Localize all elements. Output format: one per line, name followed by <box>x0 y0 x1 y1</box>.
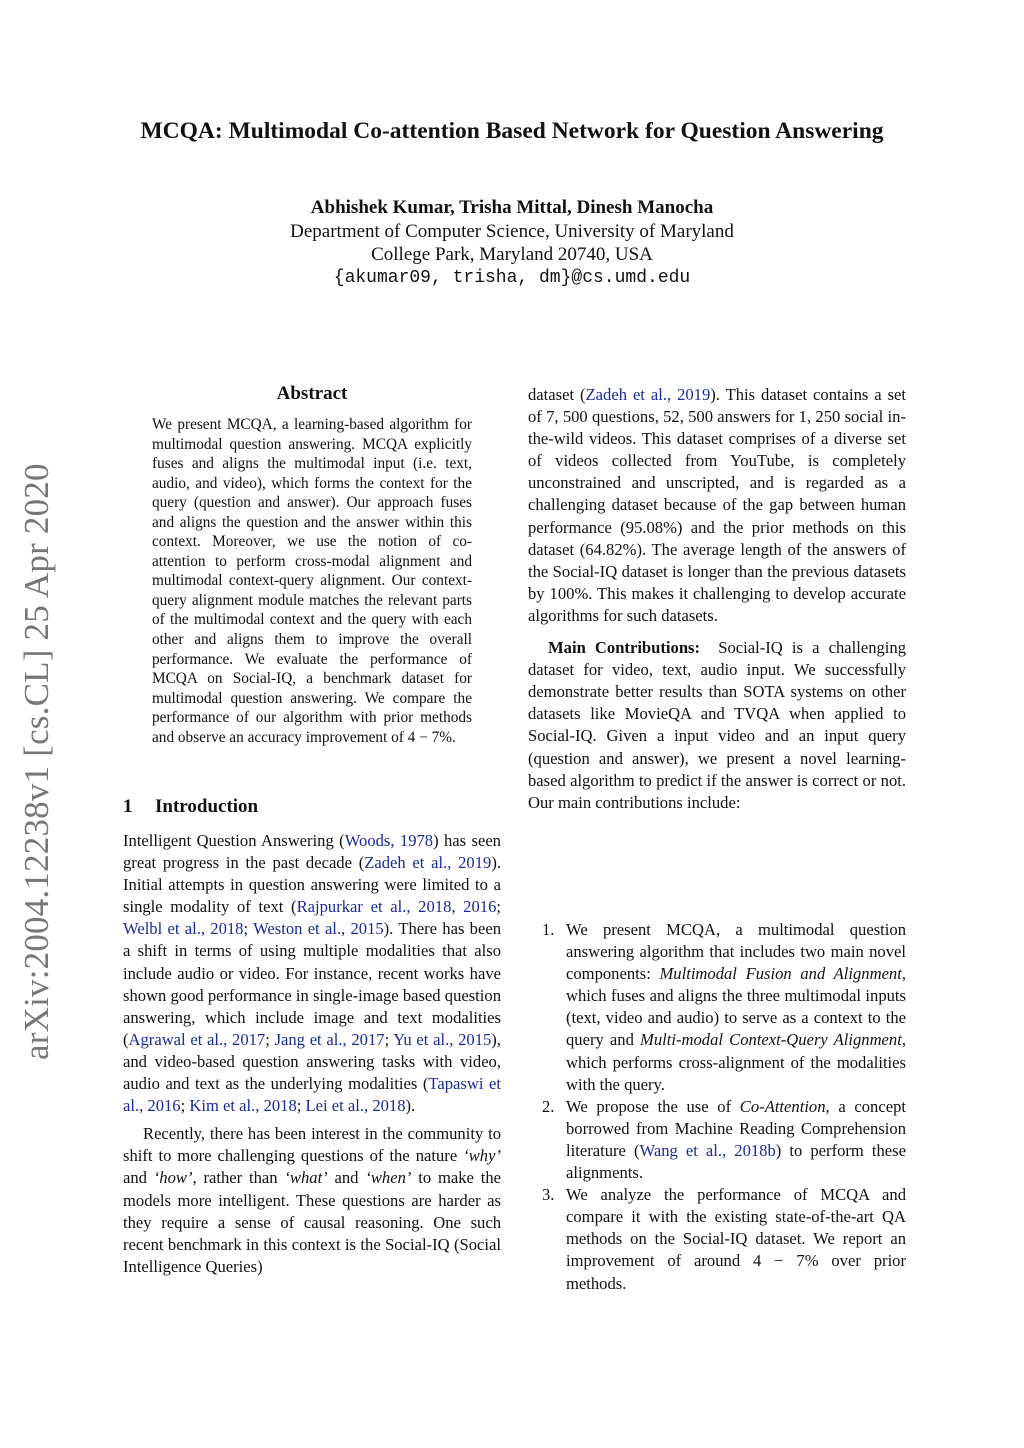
emphasis: ‘what’ <box>284 1168 328 1188</box>
text: , a concept borrowed from Machine Reading Comprehension literature ( <box>566 1096 906 1160</box>
text: ). <box>405 1096 416 1116</box>
contributions-list <box>528 919 906 1295</box>
abstract-heading: Abstract <box>276 383 348 404</box>
citation-link[interactable]: Jang et al., 2017 <box>274 1029 385 1049</box>
text: dataset ( <box>528 385 586 404</box>
text: ). There has been a shift in terms of using multiple modalities that also include audio or video. For instance, recent works have shown good performance in single-image based question answering, which include image and text modalities ( <box>123 919 501 1049</box>
text: ) has seen great progress in the past decade ( <box>123 831 501 873</box>
text: ; <box>180 1096 190 1116</box>
contributions-paragraph <box>528 637 906 814</box>
citation-link[interactable]: Agrawal et al., 2017 <box>128 1029 266 1049</box>
citation-link[interactable]: Tapaswi et al., 2016 <box>123 1074 501 1116</box>
author-address: College Park, Maryland 20740, USA <box>371 244 653 265</box>
introduction-body <box>123 830 501 1278</box>
text: and <box>327 1168 366 1188</box>
text: ) to perform these alignments. <box>566 1140 906 1183</box>
paper-title: MCQA: Multimodal Co-attention Based Network for Question Answering <box>140 118 884 144</box>
list-item <box>528 919 906 1096</box>
section-heading-introduction <box>123 796 503 818</box>
contributions-label: Main Contributions: <box>548 638 701 658</box>
text: ; <box>384 1029 394 1049</box>
intro-paragraph-2 <box>123 1123 501 1278</box>
author-names: Abhishek Kumar, Trisha Mittal, Dinesh Manocha <box>310 197 714 218</box>
right-column-body <box>528 384 906 814</box>
emphasis: Multi-modal Context-Query Alignment <box>640 1030 902 1050</box>
text: We analyze the performance of MCQA and compare it with the existing state-of-the-art QA methods on the Social-IQ dataset. We report an improvement of around 4 − 7% over prior methods. <box>566 1185 906 1293</box>
abstract-text: We present MCQA, a learning-based algorithm for multimodal question answering. MCQA explicitly fuses and aligns the multimodal input (i.e. text, audio, and video), which forms the context for the query (question and answer). Our approach fuses and aligns the question and the answer within this context. Moreover, we use the notion of co-attention to perform cross-modal alignment and multimodal context-query alignment. Our context-query alignment module matches the relevant parts of the multimodal context and the query with each other and aligns them to improve the overall performance. We evaluate the performance of MCQA on Social-IQ, a benchmark dataset for multimodal question answering. We compare the performance of our algorithm with prior methods and observe an accuracy improvement of 4 − 7%. <box>152 416 472 746</box>
text: ; <box>296 1096 306 1116</box>
text: to make the models more intelligent. These questions are harder as they require a sense of causal reasoning. One such recent benchmark in this context is the Social-IQ (Social Intelligence Queries) <box>123 1168 501 1276</box>
section-title: Introduction <box>155 796 259 817</box>
text: Recently, there has been interest in the community to shift to more challenging questions of the nature <box>123 1124 501 1166</box>
emphasis: Co-Attention <box>739 1096 826 1116</box>
text: , which performs cross-alignment of the modalities with the query. <box>566 1030 906 1094</box>
emphasis: ‘how’ <box>153 1168 193 1188</box>
author-email: {akumar09, trisha, dm}@cs.umd.edu <box>333 267 691 288</box>
text: ; <box>265 1029 275 1049</box>
emphasis: ‘when’ <box>365 1168 412 1188</box>
text: Intelligent Question Answering ( <box>123 831 345 850</box>
text: We present MCQA, a multimodal question answering algorithm that includes two main novel components: <box>566 920 906 984</box>
list-marker: 3. <box>542 1185 555 1205</box>
text: , rather than <box>192 1168 285 1188</box>
citation-link[interactable]: Zadeh et al., 2019 <box>364 853 492 873</box>
author-department: Department of Computer Science, University of Maryland <box>290 220 734 242</box>
citation-link[interactable]: Weston et al., 2015 <box>253 919 384 939</box>
author-block <box>200 196 824 290</box>
text: ; <box>243 919 254 939</box>
citation-link[interactable]: Wang et al., 2018b <box>639 1140 776 1160</box>
section-number: 1 <box>123 796 133 817</box>
dataset-paragraph <box>528 384 906 627</box>
intro-paragraph-1 <box>123 830 501 1117</box>
arxiv-identifier: arXiv:2004.12238v1 [cs.CL] 25 Apr 2020 <box>17 463 56 1060</box>
citation-link[interactable]: Yu et al., 2015 <box>393 1029 492 1049</box>
text: and <box>123 1168 154 1188</box>
text: ). This dataset contains a set of 7, 500 questions, 52, 500 answers for 1, 250 social in-the-wild videos. This dataset comprises of a diverse set of videos collected from YouTube, is completely unconstrained and unscripted, and is regarded as a challenging dataset because of the gap between human performance (95.08%) and the prior methods on this dataset (64.82%). The average length of the answers of the Social-IQ dataset is longer than the previous datasets by 100%. This makes it challenging to develop accurate algorithms for such datasets. <box>528 385 907 625</box>
text: ). Initial attempts in question answering were limited to a single modality of text ( <box>123 853 501 917</box>
citation-link[interactable]: Rajpurkar et al., 2018, 2016 <box>296 897 497 917</box>
citation-link[interactable]: Welbl et al., 2018 <box>123 919 244 939</box>
text: Social-IQ is a challenging dataset for video, text, audio input. We successfully demonstrate better results than SOTA systems on other datasets like MovieQA and TVQA when applied to Social-IQ. Given a input video and an input query (question and answer), we present a novel learning-based algorithm to predict if the answer is correct or not. Our main contributions include: <box>528 638 906 812</box>
emphasis: ‘why’ <box>463 1146 501 1166</box>
citation-link[interactable]: Woods, 1978 <box>344 831 434 850</box>
list-item <box>528 1184 906 1294</box>
list-marker: 2. <box>542 1096 555 1116</box>
text: We propose the use of <box>566 1096 740 1116</box>
text: ), and video-based question answering tasks with video, audio and text as the underlying modalities ( <box>123 1029 501 1094</box>
citation-link[interactable]: Lei et al., 2018 <box>305 1096 406 1116</box>
list-item <box>528 1096 906 1184</box>
list-marker: 1. <box>542 920 555 939</box>
text: ; <box>496 897 501 917</box>
citation-link[interactable]: Zadeh et al., 2019 <box>585 385 711 404</box>
citation-link[interactable]: Kim et al., 2018 <box>189 1096 297 1116</box>
text: , which fuses and aligns the three multimodal inputs (text, video and audio) to serve as a context to the query and <box>566 964 906 1050</box>
emphasis: Multimodal Fusion and Alignment <box>659 964 902 984</box>
